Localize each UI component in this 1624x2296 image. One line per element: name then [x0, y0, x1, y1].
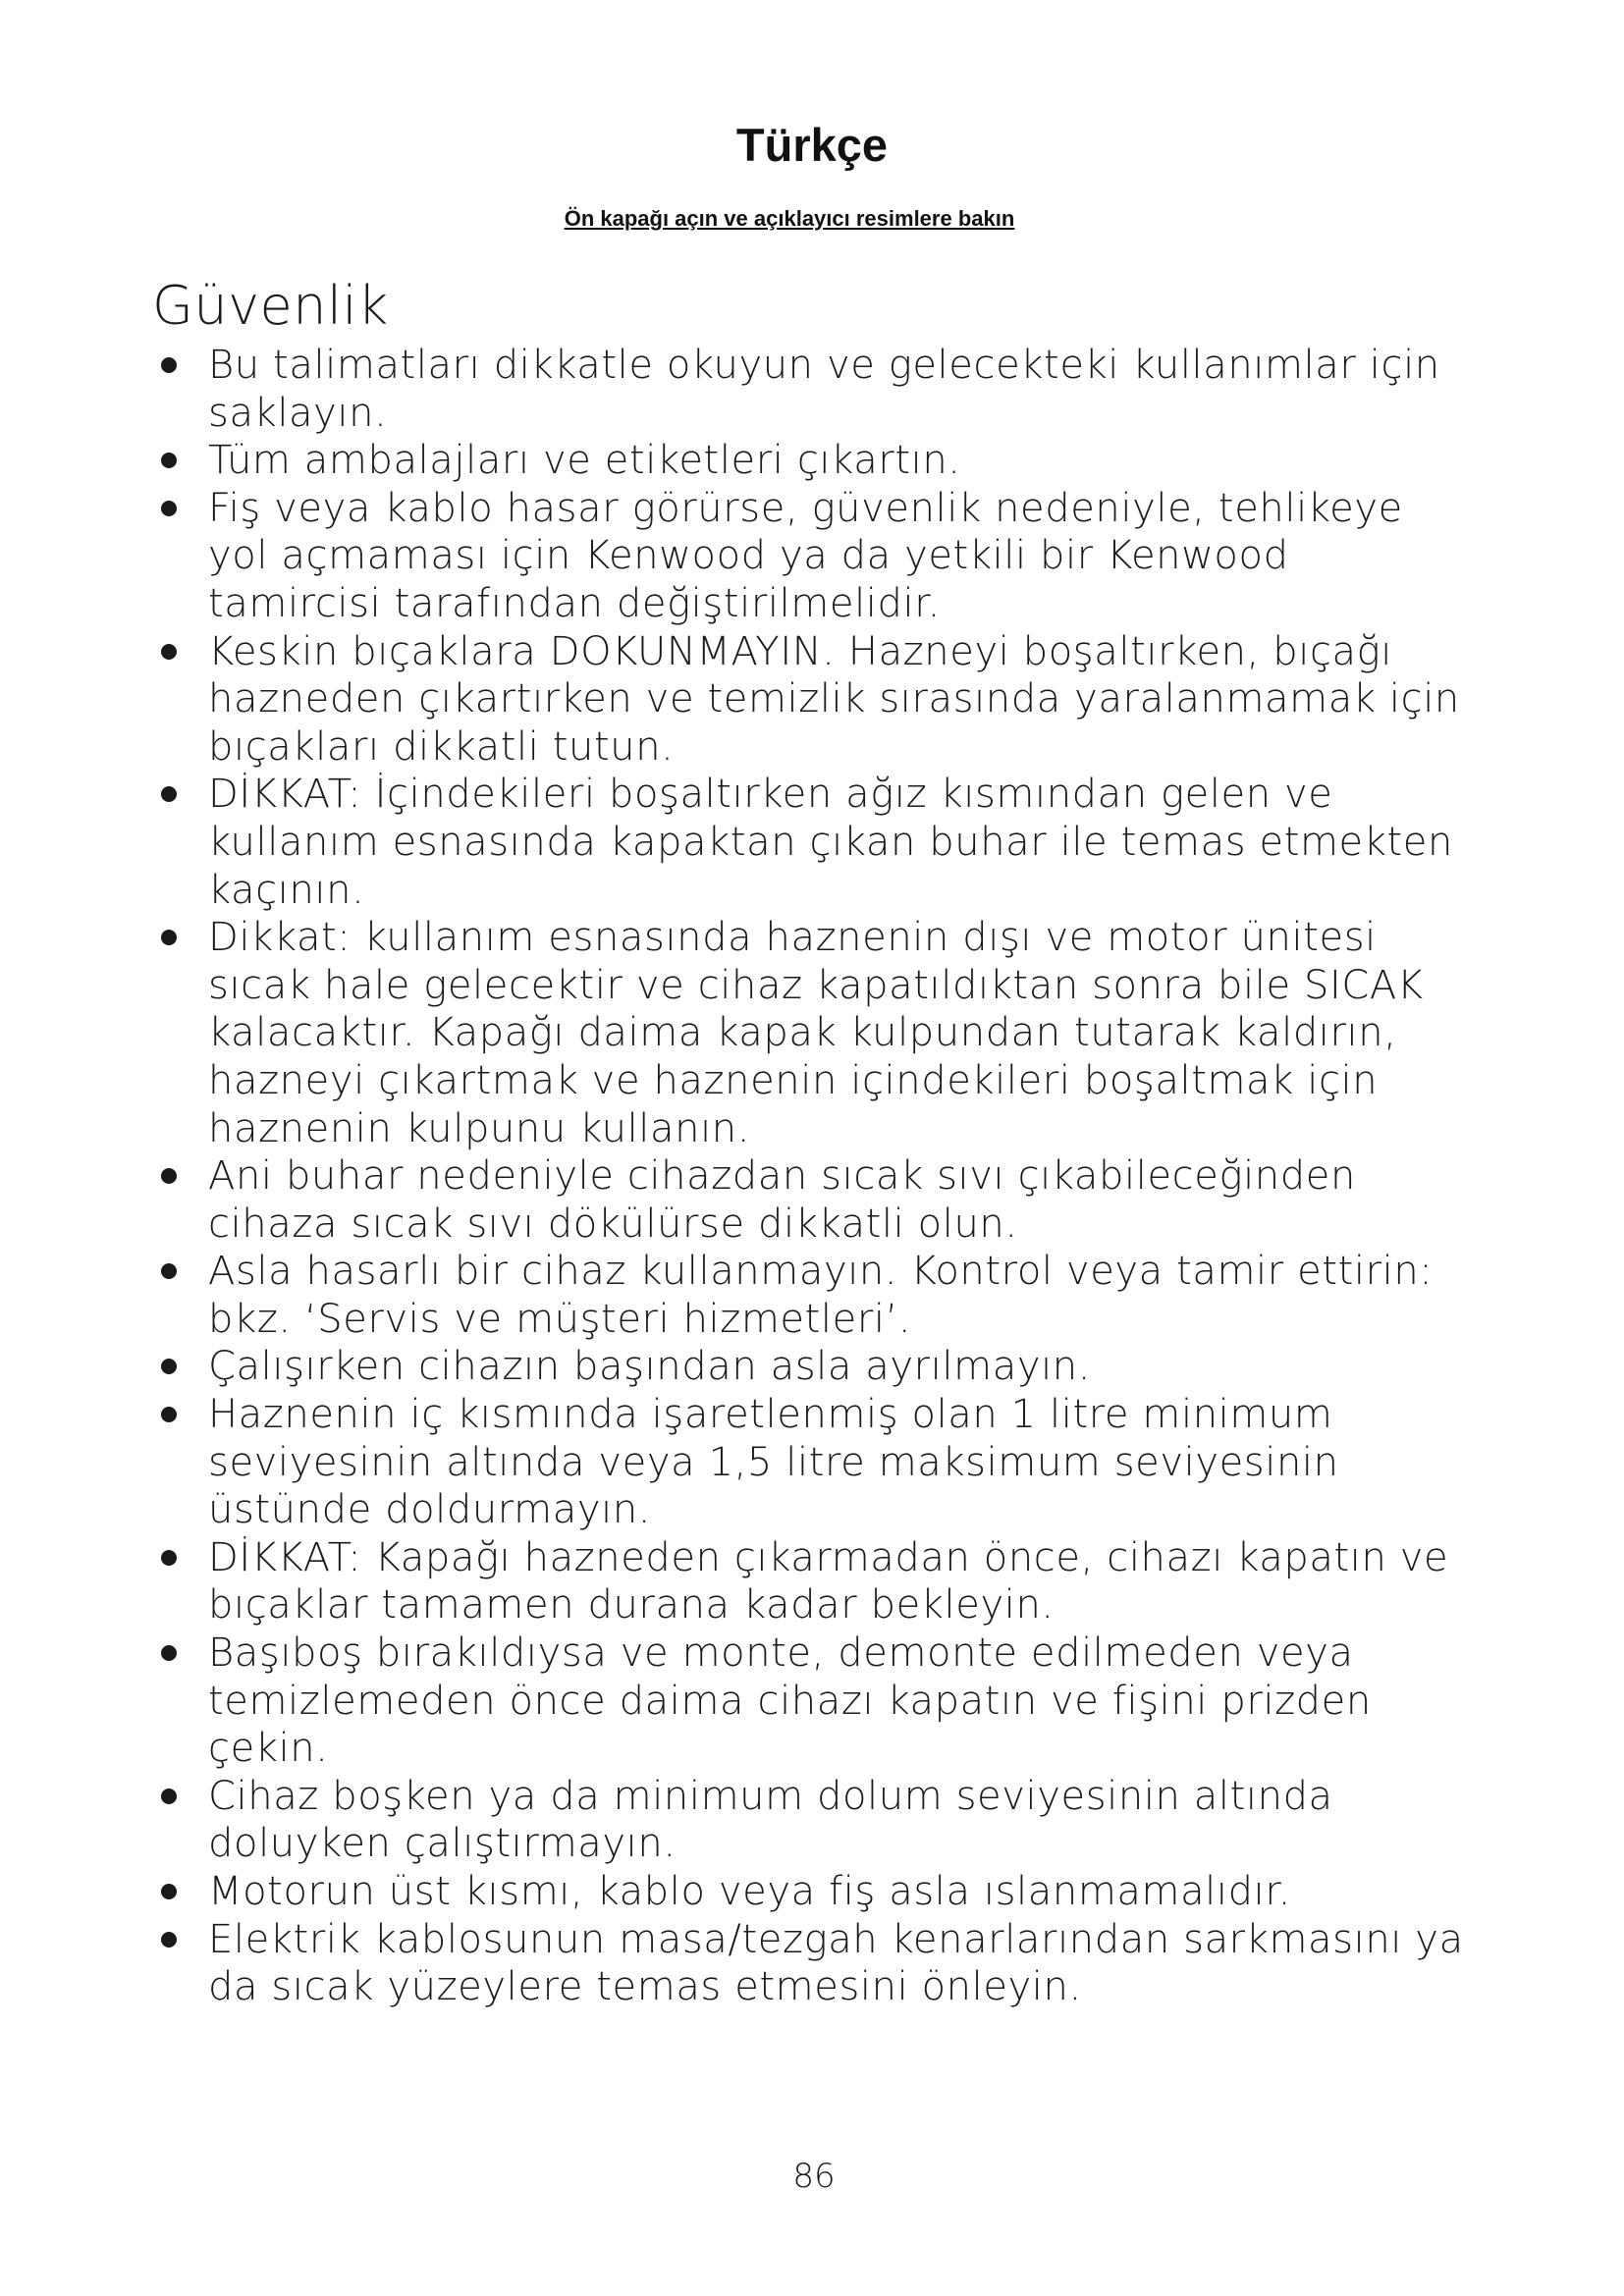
list-item	[147, 1248, 1473, 1343]
list-item	[147, 437, 1473, 485]
list-item	[147, 914, 1473, 1152]
list-item-text: Başıboş bırakıldıysa ve monte, demonte edilmeden veya temizlemeden önce daima cihazı kapatın ve fişini prizden çekin.	[208, 1630, 1372, 1772]
bullet-icon	[161, 453, 177, 468]
list-item-text: Cihaz boşken ya da minimum dolum seviyesinin altında doluyken çalıştırmayın.	[208, 1773, 1333, 1867]
bullet-icon	[161, 930, 177, 945]
bullet-icon	[161, 1407, 177, 1422]
list-item-text: Fiş veya kablo hasar görürse, güvenlik nedeniyle, tehlikeye yol açmaması için Kenwood ya da yetkili bir Kenwood tamircisi tarafından değiştirilmelidir.	[208, 485, 1403, 626]
list-item	[147, 1916, 1473, 2011]
list-item-text: DİKKAT: İçindekileri boşaltırken ağız kısmından gelen ve kullanım esnasında kapaktan çıkan buhar ile temas etmekten kaçının.	[208, 772, 1453, 913]
list-item	[147, 1343, 1473, 1391]
list-item-text: Tüm ambalajları ve etiketleri çıkartın.	[208, 438, 961, 484]
bullet-icon	[161, 357, 177, 373]
list-item-text: Bu talimatları dikkatle okuyun ve gelecekteki kullanımlar için saklayın.	[208, 343, 1440, 436]
bullet-icon	[161, 1263, 177, 1279]
list-item	[147, 1773, 1473, 1868]
page-title: Türkçe	[735, 119, 889, 171]
bullet-icon	[161, 501, 177, 516]
list-item-text: Elektrik kablosunun masa/tezgah kenarlarından sarkmasını ya da sıcak yüzeylere temas etmesini önleyin.	[208, 1916, 1464, 2010]
bullet-icon	[161, 1550, 177, 1566]
list-item	[147, 1534, 1473, 1629]
list-item	[147, 1868, 1473, 1916]
list-item	[147, 1629, 1473, 1773]
section-heading: Güvenlik	[152, 275, 389, 337]
list-item	[147, 342, 1473, 437]
list-item-text: Dikkat: kullanım esnasında haznenin dışı ve motor ünitesi sıcak hale gelecektir ve cihaz kapatıldıktan sonra bile SICAK kalacaktır. Kapağı daima kapak kulpundan tutarak kaldırın, hazneyi çıkartmak ve haznenin içindekileri boşaltmak için haznenin kulpunu kullanın.	[208, 915, 1424, 1151]
bullet-icon	[161, 1789, 177, 1804]
list-item-text: Çalışırken cihazın başından asla ayrılmayın.	[208, 1344, 1092, 1390]
list-item	[147, 1391, 1473, 1534]
bullet-icon	[161, 1168, 177, 1184]
list-item-text: Asla hasarlı bir cihaz kullanmayın. Kontrol veya tamir ettirin: bkz. ‘Servis ve müşteri hizmetleri’.	[208, 1249, 1434, 1342]
bullet-icon	[161, 786, 177, 802]
list-item-text: Haznenin iç kısmında işaretlenmiş olan 1 litre minimum seviyesinin altında veya 1,5 litre maksimum seviyesinin üstünde doldurmayın.	[208, 1392, 1339, 1533]
bullet-icon	[161, 1884, 177, 1899]
bullet-icon	[161, 1645, 177, 1661]
bullet-icon	[161, 644, 177, 660]
list-item	[147, 771, 1473, 914]
bullet-icon	[161, 1932, 177, 1948]
list-item-text: Ani buhar nedeniyle cihazdan sıcak sıvı çıkabileceğinden cihaza sıcak sıvı dökülürse dikkatli olun.	[208, 1153, 1356, 1247]
list-item	[147, 485, 1473, 628]
safety-list	[147, 342, 1473, 2011]
list-item-text: Keskin bıçaklara DOKUNMAYIN. Hazneyi boşaltırken, bıçağı hazneden çıkartırken ve temizlik sırasında yaralanmamak için bıçakları dikkatli tutun.	[208, 628, 1460, 770]
list-item-text: Motorun üst kısmı, kablo veya fiş asla ıslanmamalıdır.	[208, 1869, 1292, 1914]
list-item-text: DİKKAT: Kapağı hazneden çıkarmadan önce, cihazı kapatın ve bıçaklar tamamen durana kadar bekleyin.	[208, 1534, 1449, 1629]
list-item	[147, 628, 1473, 772]
list-item	[147, 1152, 1473, 1248]
subtitle: Ön kapağı açın ve açıklayıcı resimlere bakın	[564, 206, 1015, 231]
bullet-icon	[161, 1359, 177, 1374]
page-number: 86	[792, 2157, 836, 2196]
